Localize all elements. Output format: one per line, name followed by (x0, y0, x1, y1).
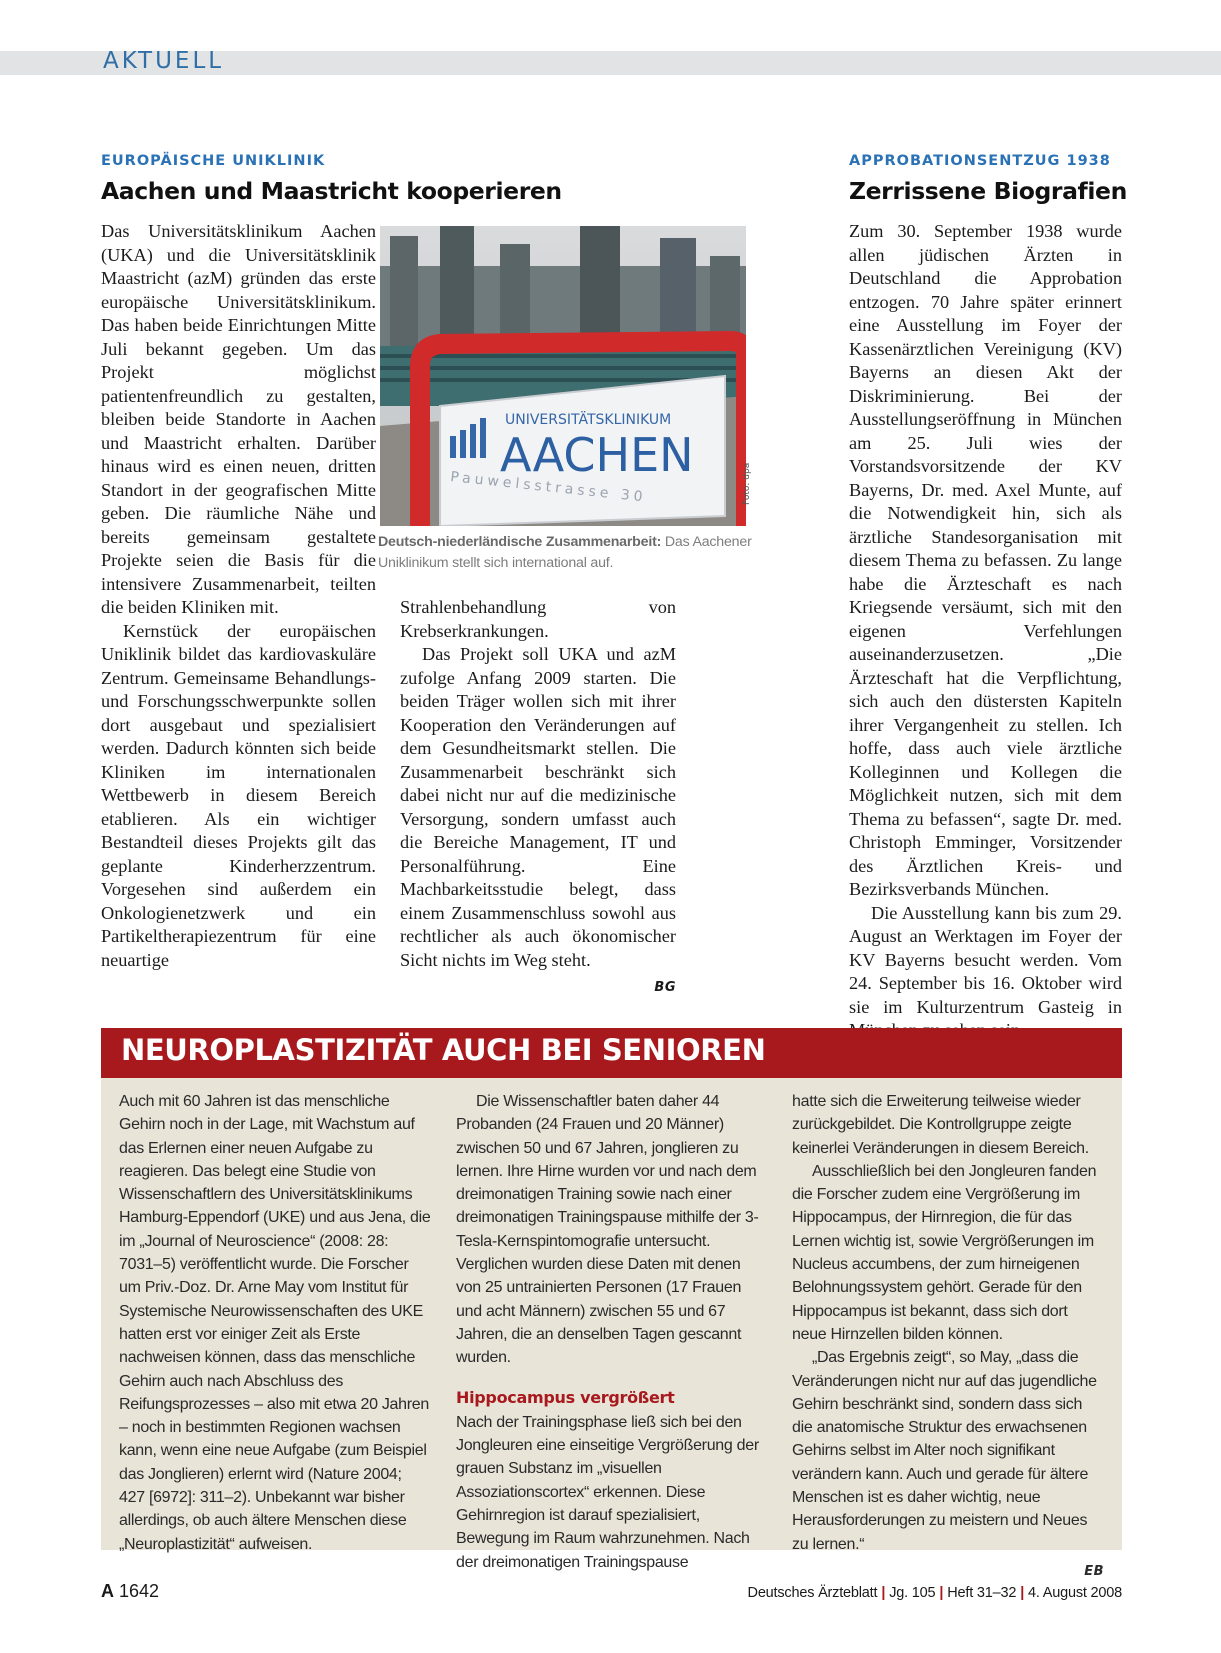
photo-caption-text: Das Aachener Uniklinikum stellt sich international auf. (378, 534, 752, 571)
paragraph-gap (456, 1370, 768, 1380)
article-right-headline: Zerrissene Biografien (849, 177, 1127, 205)
article-left-paragraph: Kernstück der europäischen Uniklinik bildet das kardiovaskuläre Zentrum. Gemeinsame Behandlungs- und Forschungsschwerpunkte sollen dort ausgebaut und spezialisiert werden. Dadurch könnten sich beide Kliniken im internationalen Wettbewerb in diesem Bereich etablieren. Als ein wichtiger Bestandteil dieses Projekts gilt das geplante Kinderherzzentrum. Vorgesehen sind außerdem ein Onkologienetzwerk und ein Partikeltherapiezentrum für eine neuartige (101, 620, 376, 970)
article-right-paragraph: Die Ausstellung kann bis zum 29. August an Werktagen im Foyer der KV Bayerns besucht werden. Vom 24. September bis 16. Oktober wird sie im Kulturzentrum Gasteig in (849, 902, 1122, 1017)
page-prefix: A (101, 1581, 114, 1601)
article-left-kicker: EUROPÄISCHE UNIKLINIK (101, 153, 326, 169)
article-left-headline: Aachen und Maastricht kooperieren (101, 177, 562, 205)
clinic-sign-photo (380, 226, 746, 526)
journal-date: 4. August 2008 (1028, 1585, 1122, 1601)
article-right-paragraph: Zum 30. September 1938 wurde allen jüdischen Ärzten in Deutschland die Approbation entzogen. 70 Jahre später erinnert eine Ausstellung im Foyer der Kassenärztlichen Vereinigung (KV) Bayerns an diesen Akt der Diskriminierung. Bei der Ausstellungseröffnung in München am 25. Juli wies der Vorstandsvorsitzende der KV Bayerns, Dr. med. Axel Munte, auf die Notwendigkeit hin, sich als ärztliche Standesorganisation mit diesem Thema zu befassen. Zu lange habe die Ärzteschaft es nach Kriegsende versäumt, sich mit den eigenen Verfehlungen auseinanderzusetzen. „Die Ärzteschaft hat die Verpflichtung, sich auch den düstersten Kapiteln ihrer Vergangenheit zu stellen. Ich hoffe, dass auch viele ärztliche Kolleginnen und Kollegen die Möglichkeit nutzen, sich mit dem Thema zu befassen“, sagte Dr. med. Christoph Emminger, Vorsitzender des Ärztlichen Kreis- und Bezirksverbands München. (849, 221, 1122, 899)
footer-separator: | (1020, 1585, 1025, 1601)
neuro-box-signature: EB (1084, 1563, 1104, 1579)
article-left-signature: BG (654, 980, 676, 995)
article-left-paragraph: Das Universitätsklinikum Aachen (UKA) und die Universitätsklinik Maastricht (azM) gründen das erste europäische Universitätsklinikum. Das haben beide Einrichtungen Mitte Juli bekannt gegeben. Um das Projekt möglichst patientenfreundlich zu gestalten, bleiben beide Standorte in Aachen und Maastricht erhalten. Darüber hinaus wird es einen neuen, dritten Standort in der geografischen Mitte geben. Die räumliche Nähe und bereits gemeinsam gestaltete Projekte seien die Basis für die intensivere Zusammenarbeit, teilten die beiden Kliniken mit. (101, 221, 376, 617)
article-left-paragraph: Strahlenbehandlung von Krebserkrankungen. (400, 597, 676, 641)
article-left-paragraph: Das Projekt soll UKA und azM zufolge Anfang 2009 starten. Die beiden Träger wollen sich mit ihrer Kooperation den Veränderungen auf dem Gesundheitsmarkt stellen. Die Zusammenarbeit beschränkt sich dabei nicht nur auf die medizinische Versorgung, sondern umfasst auch die Bereiche Management, IT und Personalführung. Eine Machbarkeitsstudie belegt, dass einem Zusammenschluss sowohl aus rechtlicher als auch ökonomischer Sicht nichts im Weg steht. (400, 644, 676, 970)
neuro-box-paragraph: Nach der Trainingsphase ließ sich bei den Jongleuren eine einseitige Vergrößerung der grauen Substanz im „visuellen Assoziationscortex“ erkennen. Diese Gehirnregion ist darauf spezialisiert, Bewegung im Raum wahrzunehmen. Nach der dreimonatigen Trainingspause (456, 1413, 759, 1571)
page-number-value: 1642 (119, 1581, 160, 1601)
article-left-column-2 (400, 596, 676, 1000)
sign-line-1: UNIVERSITÄTSKLINIKUM (505, 412, 672, 428)
journal-volume: Jg. 105 (889, 1585, 936, 1601)
sign-line-2: AACHEN (500, 428, 694, 482)
journal-info (748, 1585, 1122, 1601)
journal-issue: Heft 31–32 (947, 1585, 1017, 1601)
neuro-box-column-1 (119, 1090, 431, 1556)
journal-name: Deutsches Ärzteblatt (747, 1585, 878, 1601)
neuro-box-paragraph: „Das Ergebnis zeigt“, so May, „dass die Veränderungen nicht nur auf das jugendliche Gehirn beschränkt sind, sondern dass sich die anatomische Struktur des erwachsenen Gehirns selbst im Alter noch signifikant verändern kann. Auch und gerade für ältere Menschen ist es daher wichtig, neue Herausforderungen zu meistern und Neues zu lernen.“ (792, 1349, 1097, 1553)
photo-credit: Foto: dpa (742, 462, 752, 505)
article-right-kicker: APPROBATIONSENTZUG 1938 (849, 153, 1111, 169)
neuro-box-paragraph: Die Wissenschaftler baten daher 44 Probanden (24 Frauen und 20 Männer) zwischen 50 und 67 Jahren, jonglieren zu lernen. Ihre Hirne wurden vor und nach dem dreimonatigen Training sowie nach einer dreimonatigen Trainingspause mithilfe der 3-Tesla-Kernspintomografie untersucht. Verglichen wurden diese Daten mit denen von 25 untrainierten Personen (17 Frauen und acht Männern) zwischen 55 und 67 Jahren, die an denselben Tagen gescannt wurden. (456, 1093, 759, 1367)
neuro-box-paragraph: Ausschließlich bei den Jongleuren fanden die Forscher zudem eine Vergrößerung im Hippocampus, der Hirnregion, die für das Lernen wichtig ist, sowie Vergrößerungen im Nucleus accumbens, der zum hirneigenen Belohnungssystem gehört. Gerade für den Hippocampus ist bekannt, dass sich dort neue Hirnzellen bilden können. (792, 1162, 1097, 1343)
neuro-box-column-2 (456, 1090, 768, 1574)
page-number (101, 1581, 159, 1602)
clinic-sign-illustration (380, 226, 746, 526)
article-left-column-1 (101, 220, 376, 972)
footer-separator: | (939, 1585, 944, 1601)
neuro-box-paragraph: Auch mit 60 Jahren ist das menschliche Gehirn noch in der Lage, mit Wachstum auf das Erlernen einer neuen Aufgabe zu reagieren. Das belegt eine Studie von Wissenschaftlern des Universitätsklinikums Hamburg-Eppendorf (UKE) und aus Jena, die im „Journal of Neuroscience“ (2008: 28: 7031–5) veröffentlicht wurde. Die Forscher um Priv.-Doz. Dr. Arne May vom Institut für Systemische Neurowissenschaften des UKE hatten erst vor einiger Zeit als Erste nachweisen können, dass das menschliche Gehirn auch nach Abschluss des Reifungsprozesses – also mit etwa 20 Jahren – noch in bestimmten Regionen wachsen kann, wenn eine neue Aufgabe (zum Beispiel das Jonglieren) erlernt wird (Nature 2004; 427 [6972]: 311–2). Unbekannt war bisher allerdings, ob auch ältere Menschen diese „Neuroplastizität“ aufweisen. (119, 1093, 431, 1553)
neuro-box-subhead: Hippocampus vergrößert (456, 1387, 675, 1407)
sign-line-3: Pauwelsstrasse 30 (449, 469, 648, 506)
photo-caption-lead: Deutsch-niederländische Zusammenarbeit: (378, 534, 662, 550)
neuro-box-paragraph: hatte sich die Erweiterung teilweise wieder zurückgebildet. Die Kontrollgruppe zeigte keinerlei Veränderungen in diesem Bereich. (792, 1093, 1089, 1157)
footer-separator: | (881, 1585, 886, 1601)
section-label: AKTUELL (103, 48, 225, 74)
article-right-column (849, 220, 1122, 1070)
neuro-box-title: NEUROPLASTIZITÄT AUCH BEI SENIOREN (121, 1033, 766, 1067)
neuro-box-column-3 (792, 1090, 1104, 1583)
photo-caption (378, 532, 756, 574)
